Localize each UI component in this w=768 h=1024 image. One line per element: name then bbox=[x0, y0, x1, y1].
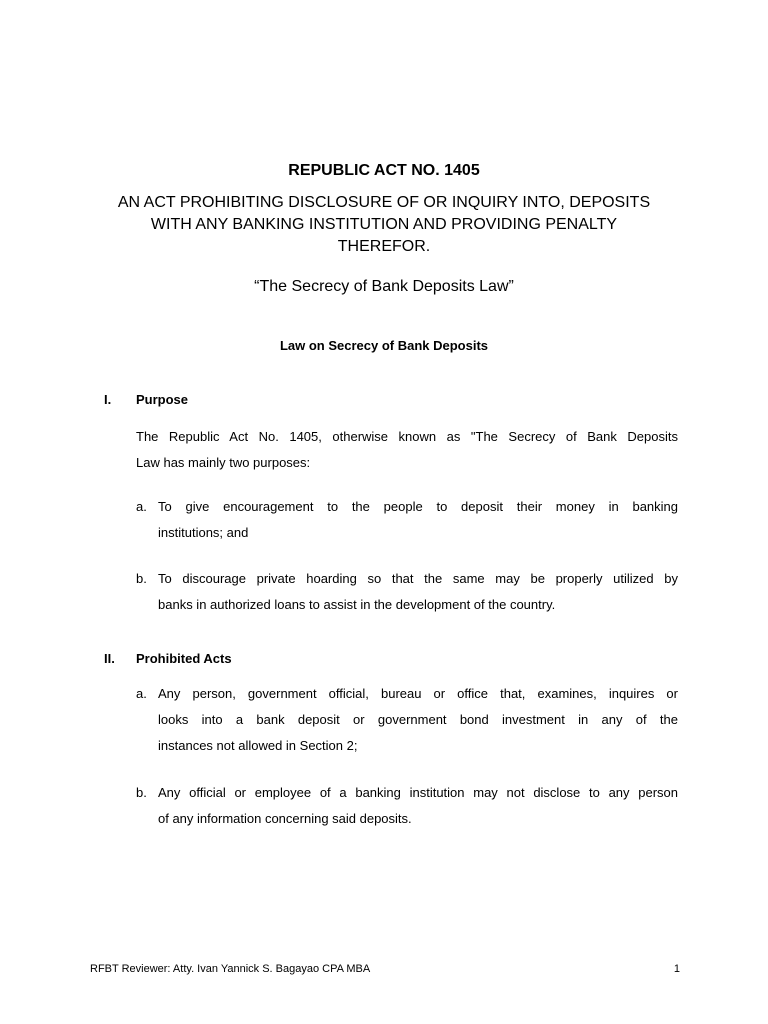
paragraph-line: The Republic Act No. 1405, otherwise known as "The Secrecy of Bank Deposits bbox=[136, 429, 678, 444]
purpose-item-b bbox=[158, 566, 678, 618]
paragraph-line: Any person, government official, bureau or office that, examines, inquires or bbox=[158, 686, 678, 701]
page-number: 1 bbox=[673, 963, 680, 975]
paragraph-line: of any information concerning said deposits. bbox=[158, 811, 412, 826]
section-numeral-ii: II. bbox=[104, 651, 115, 666]
act-title bbox=[80, 192, 688, 258]
purpose-intro-paragraph bbox=[136, 424, 678, 476]
popular-name: “The Secrecy of Bank Deposits Law” bbox=[254, 278, 514, 295]
list-item-letter: a. bbox=[136, 499, 147, 514]
section-heading-purpose: Purpose bbox=[136, 392, 189, 407]
list-item-letter: b. bbox=[136, 571, 147, 586]
act-title-line: WITH ANY BANKING INSTITUTION AND PROVIDING PENALTY bbox=[150, 216, 618, 233]
paragraph-line: banks in authorized loans to assist in the development of the country. bbox=[158, 597, 556, 612]
paragraph-line: To give encouragement to the people to deposit their money in banking bbox=[158, 499, 678, 514]
list-item-letter: b. bbox=[136, 785, 147, 800]
section-heading-prohibited-acts: Prohibited Acts bbox=[136, 651, 232, 666]
list-item-letter: a. bbox=[136, 686, 147, 701]
section-heading: Law on Secrecy of Bank Deposits bbox=[279, 338, 489, 353]
paragraph-line: institutions; and bbox=[158, 525, 249, 540]
paragraph-line: Law has mainly two purposes: bbox=[136, 455, 311, 470]
footer-author: RFBT Reviewer: Atty. Ivan Yannick S. Bagayao CPA MBA bbox=[90, 963, 371, 975]
paragraph-line: To discourage private hoarding so that the same may be properly utilized by bbox=[158, 571, 678, 586]
paragraph-line: looks into a bank deposit or government bond investment in any of the bbox=[158, 712, 678, 727]
prohibited-item-b bbox=[158, 780, 678, 832]
section-numeral-i: I. bbox=[104, 392, 112, 407]
act-title-line: AN ACT PROHIBITING DISCLOSURE OF OR INQUIRY INTO, DEPOSITS bbox=[117, 194, 651, 211]
purpose-item-a bbox=[158, 494, 678, 546]
prohibited-item-a bbox=[158, 681, 678, 759]
paragraph-line: Any official or employee of a banking institution may not disclose to any person bbox=[158, 785, 678, 800]
paragraph-line: instances not allowed in Section 2; bbox=[158, 738, 358, 753]
act-number-heading: REPUBLIC ACT NO. 1405 bbox=[288, 162, 480, 179]
act-title-line: THEREFOR. bbox=[337, 238, 431, 255]
